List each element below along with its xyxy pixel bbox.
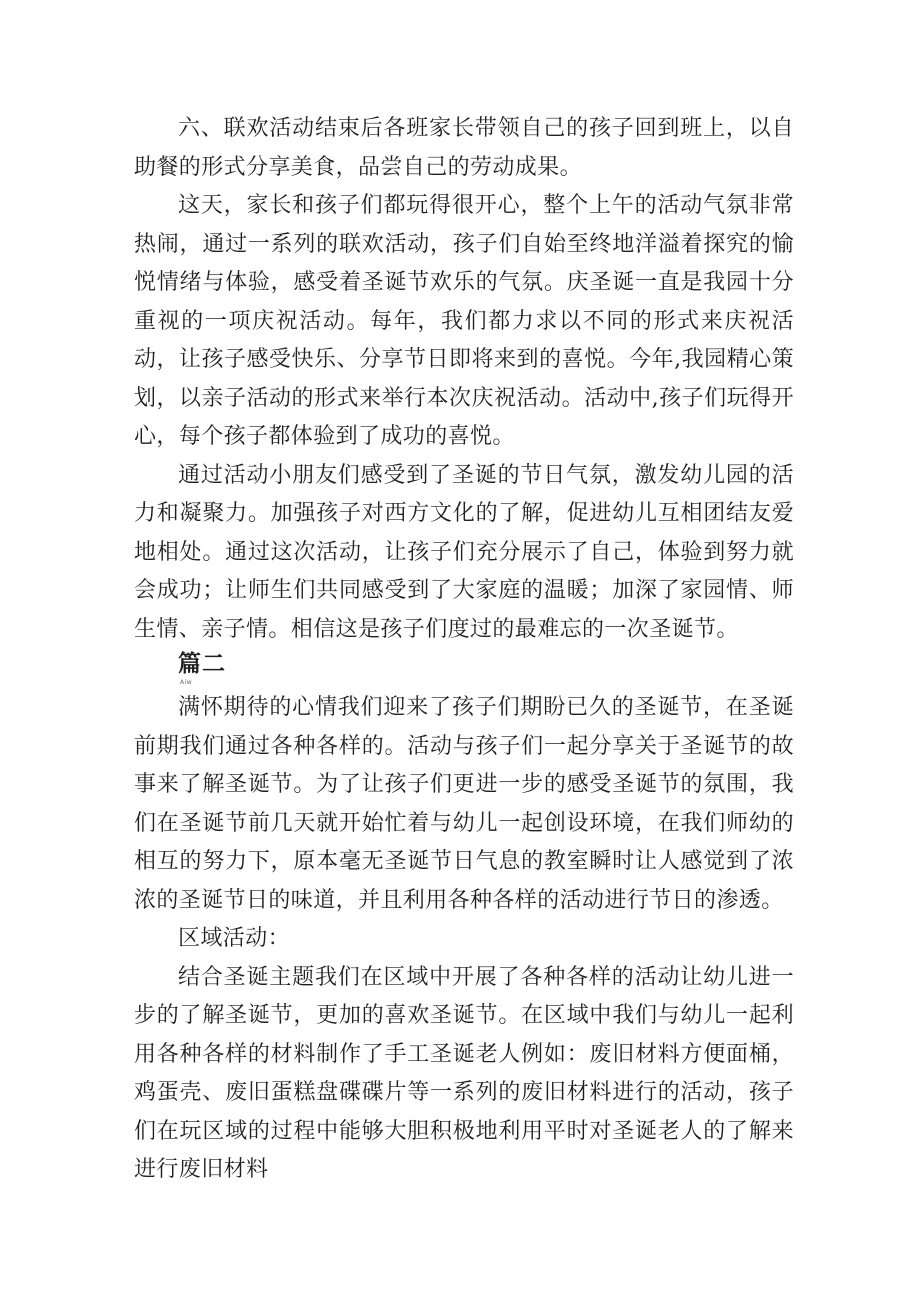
paragraph-summary: 这天，家长和孩子们都玩得很开心，整个上午的活动气氛非常热闹，通过一系列的联欢活动，孩子们自始至终地洋溢着探究的愉悦情绪与体验，感受着圣诞节欢乐的气氛。庆圣诞一直是我园十分重视的一项庆祝活动。每年，我们都力求以不同的形式来庆祝活动，让孩子感受快乐、分享节日即将来到的喜悦。今年,我园精心策划，以亲子活动的形式来举行本次庆祝活动。活动中,孩子们玩得开心，每个孩子都体验到了成功的喜悦。 [134, 193, 794, 449]
paragraph-reflection: 通过活动小朋友们感受到了圣诞的节日气氛，激发幼儿园的活力和凝聚力。加强孩子对西方文化的了解，促进幼儿互相团结友爱地相处。通过这次活动，让孩子们充分展示了自己，体验到努力就会成功；让师生们共同感受到了大家庭的温暖；加深了家园情、师生情、亲子情。相信这是孩子们度过的最难忘的一次圣诞节。 [134, 462, 794, 642]
section-heading: 篇二 [178, 650, 226, 677]
paragraph-section-six: 六、联欢活动结束后各班家长带领自己的孩子回到班上，以自助餐的形式分享美食，品尝自己的劳动成果。 [134, 116, 794, 180]
document-page [134, 110, 794, 1190]
paragraph-area-activity-title: 区域活动： [178, 926, 291, 951]
paragraph-intro-part-two: 满怀期待的心情我们迎来了孩子们期盼已久的圣诞节，在圣诞前期我们通过各种各样的。活动与孩子们一起分享关于圣诞节的故事来了解圣诞节。为了让孩子们更进一步的感受圣诞节的氛围，我们在圣诞节前几天就开始忙着与幼儿一起创设环境，在我们师幼的相互的努力下，原本毫无圣诞节日气息的教室瞬时让人感觉到了浓浓的圣诞节日的味道，并且利用各种各样的活动进行节日的渗透。 [134, 695, 794, 913]
paragraph-area-activity-body: 结合圣诞主题我们在区域中开展了各种各样的活动让幼儿进一步的了解圣诞节，更加的喜欢圣诞节。在区域中我们与幼儿一起利用各种各样的材料制作了手工圣诞老人例如：废旧材料方便面桶，鸡蛋壳、废旧蛋糕盘碟碟片等一系列的废旧材料进行的活动，孩子们在玩区域的过程中能够大胆积极地利用平时对圣诞老人的了解来进行废旧材料 [134, 964, 794, 1182]
heading-mark: Aiw [180, 679, 193, 686]
